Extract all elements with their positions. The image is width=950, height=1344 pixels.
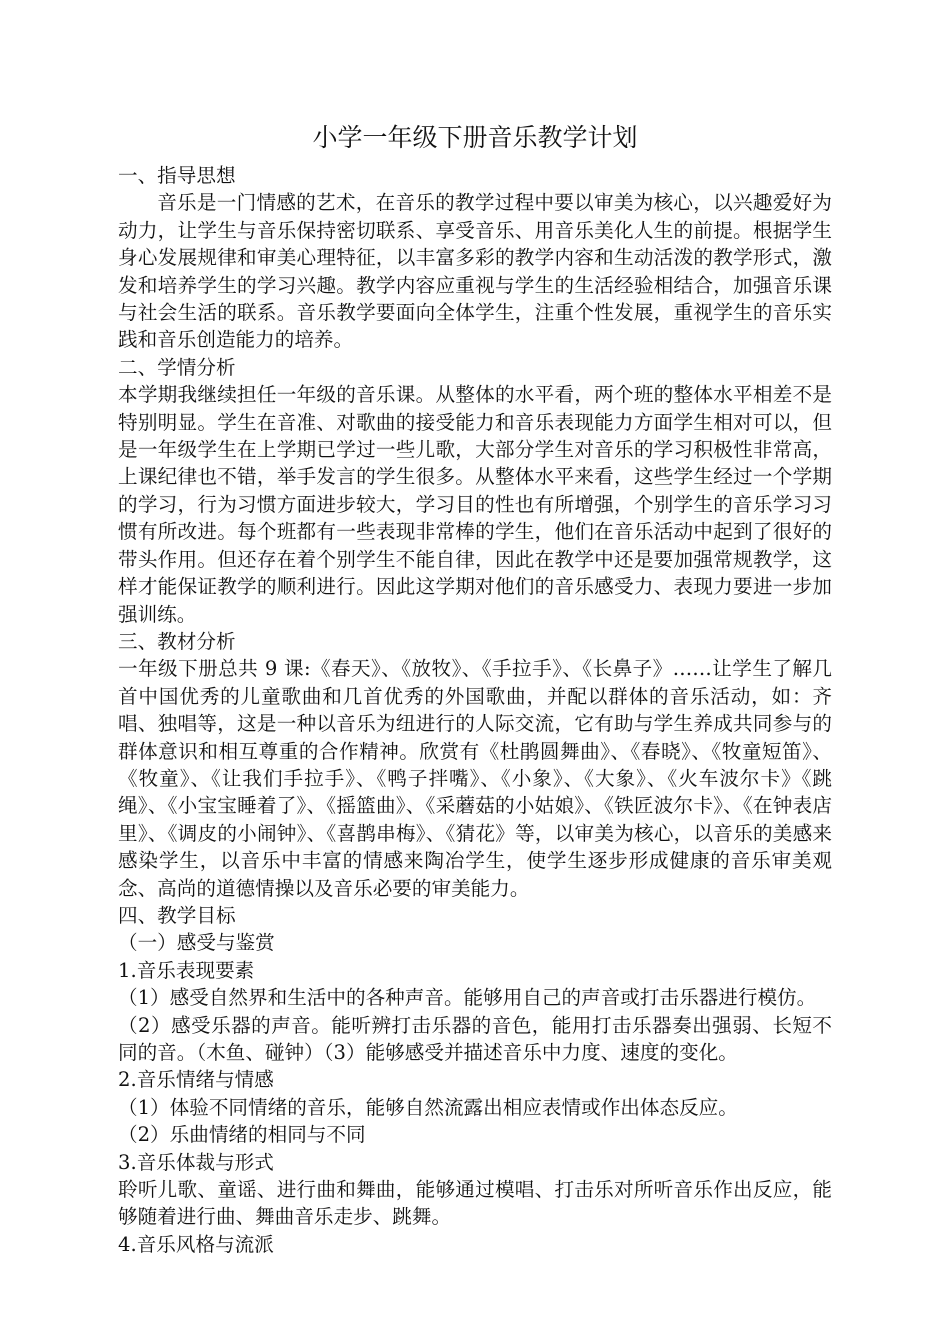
section-heading-textbook-analysis: 三、教材分析 xyxy=(118,629,236,653)
subheading-music-genre: 3.音乐体裁与形式 xyxy=(118,1150,274,1174)
document-page xyxy=(118,118,832,1258)
subheading-music-elements: 1.音乐表现要素 xyxy=(118,958,255,982)
paragraph-item-2: （2）感受乐器的声音。能听辨打击乐器的音色，能用打击乐器奏出强弱、长短不同的音。（木鱼、碰钟）（3）能够感受并描述音乐中力度、速度的变化。 xyxy=(118,1013,832,1064)
section-heading-student-analysis: 二、学情分析 xyxy=(118,355,236,379)
paragraph-textbook-analysis: 一年级下册总共 9 课:《春天》、《放牧》、《手拉手》、《长鼻子》……让学生了解几首中国优秀的儿童歌曲和几首优秀的外国歌曲，并配以群体的音乐活动，如：齐唱、独唱等，这是一种以音乐为纽进行的人际交流，它有助与学生养成共同参与的群体意识和相互尊重的合作精神。欣赏有《杜鹃圆舞曲》、《春晓》、《牧童短笛》、《牧童》、《让我们手拉手》、《鸭子拌嘴》、《小象》、《大象》、《火车波尔卡》《跳绳》、《小宝宝睡着了》、《摇篮曲》、《采蘑菇的小姑娘》、《铁匠波尔卡》、《在钟表店里》、《调皮的小闹钟》、《喜鹊串梅》、《猜花》等，以审美为核心，以音乐的美感来感染学生，以音乐中丰富的情感来陶冶学生，使学生逐步形成健康的音乐审美观念、高尚的道德情操以及音乐必要的审美能力。 xyxy=(118,657,832,900)
section-heading-teaching-goals: 四、教学目标 xyxy=(118,903,236,927)
paragraph-emotion-2: （2）乐曲情绪的相同与不同 xyxy=(118,1123,366,1147)
document-title: 小学一年级下册音乐教学计划 xyxy=(312,123,638,152)
subheading-music-style: 4.音乐风格与流派 xyxy=(118,1232,274,1256)
subheading-music-emotion: 2.音乐情绪与情感 xyxy=(118,1068,274,1092)
paragraph-student-analysis: 本学期我继续担任一年级的音乐课。从整体的水平看，两个班的整体水平相差不是特别明显。学生在音准、对歌曲的接受能力和音乐表现能力方面学生相对可以，但是一年级学生在上学期已学过一些儿歌，大部分学生对音乐的学习积极性非常高，上课纪律也不错，举手发言的学生很多。从整体水平来看，这些学生经过一个学期的学习，行为习惯方面进步较大，学习目的性也有所增强，个别学生的音乐学习习惯有所改进。每个班都有一些表现非常棒的学生，他们在音乐活动中起到了很好的带头作用。但还存在着个别学生不能自律，因此在教学中还是要加强常规教学，这样才能保证教学的顺利进行。因此这学期对他们的音乐感受力、表现力要进一步加强训练。 xyxy=(118,383,832,626)
paragraph-music-genre: 聆听儿歌、童谣、进行曲和舞曲，能够通过模唱、打击乐对所听音乐作出反应，能够随着进行曲、舞曲音乐走步、跳舞。 xyxy=(118,1178,832,1229)
section-heading-guiding-ideology: 一、指导思想 xyxy=(118,164,236,187)
subheading-perception-appreciation: （一）感受与鉴赏 xyxy=(118,931,275,955)
paragraph-item-1: （1）感受自然界和生活中的各种声音。能够用自己的声音或打击乐器进行模仿。 xyxy=(118,986,817,1010)
paragraph-guiding-ideology: 音乐是一门情感的艺术，在音乐的教学过程中要以审美为核心，以兴趣爱好为动力，让学生与音乐保持密切联系、享受音乐、用音乐美化人生的前提。根据学生身心发展规律和审美心理特征，以丰富多彩的教学内容和生动活泼的教学形式，激发和培养学生的学习兴趣。教学内容应重视与学生的生活经验相结合，加强音乐课与社会生活的联系。音乐教学要面向全体学生，注重个性发展，重视学生的音乐实践和音乐创造能力的培养。 xyxy=(118,191,832,352)
paragraph-emotion-1: （1）体验不同情绪的音乐，能够自然流露出相应表情或作出体态反应。 xyxy=(118,1095,738,1119)
